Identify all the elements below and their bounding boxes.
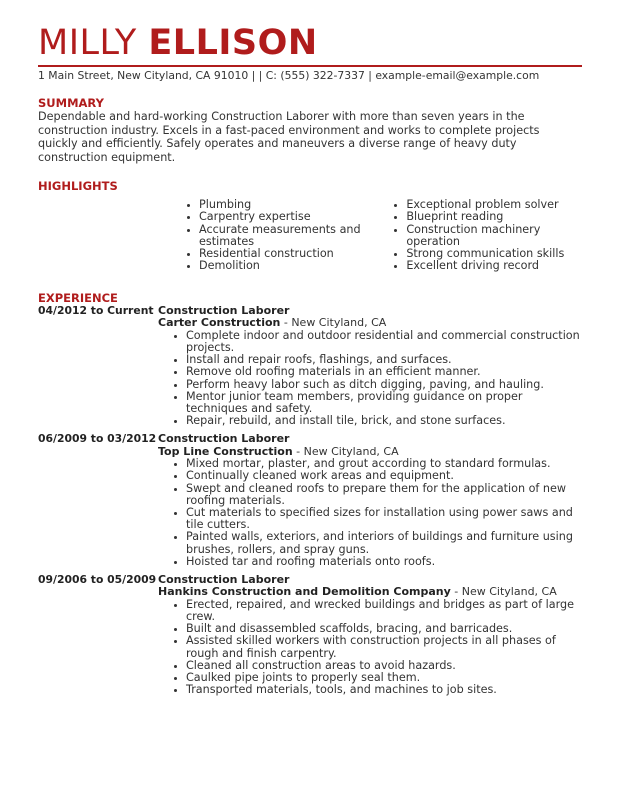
- highlight-item: • Demolition: [199, 260, 390, 272]
- job-duty-item: • Repair, rebuild, and install tile, brick, and stone surfaces.: [186, 415, 582, 427]
- company-location: - New Cityland, CA: [292, 444, 399, 458]
- job-duty-item: • Install and repair roofs, flashings, and surfaces.: [186, 354, 582, 366]
- header-divider: [38, 65, 582, 67]
- job-duty-item: • Continually cleaned work areas and equipment.: [186, 470, 582, 482]
- experience-list: [38, 305, 582, 697]
- job-duties-list: [158, 599, 582, 697]
- last-name: ELLISON: [148, 23, 318, 63]
- highlight-item: • Excellent driving record: [406, 260, 582, 272]
- job-duty-item: • Built and disassembled scaffolds, bracing, and barricades.: [186, 623, 582, 635]
- job-company-line: [158, 586, 582, 598]
- job-details: [158, 305, 582, 427]
- job-duty-item: • Swept and cleaned roofs to prepare them for the application of new roofing materials.: [186, 483, 582, 507]
- summary-text: Dependable and hard-working Construction Laborer with more than seven years in the construction industry. Excels in a fast-paced environment and works to complete projects quickly and efficiently. Safely operates and maneuvers a diverse range of heavy duty construction equipment.: [38, 110, 540, 164]
- job-duty-item: • Transported materials, tools, and machines to job sites.: [186, 684, 582, 696]
- company-location: - New Cityland, CA: [280, 316, 387, 330]
- highlights-left-list: [189, 199, 390, 272]
- highlight-item: • Blueprint reading: [406, 211, 582, 223]
- highlight-item: • Plumbing: [199, 199, 390, 211]
- highlight-item: • Exceptional problem solver: [406, 199, 582, 211]
- job-duty-item: • Mixed mortar, plaster, and grout according to standard formulas.: [186, 458, 582, 470]
- highlight-item: • Construction machinery operation: [406, 224, 582, 248]
- job-title: Construction Laborer: [158, 432, 290, 446]
- job-company-line: [158, 317, 582, 329]
- job-details: [158, 574, 582, 696]
- job-dates: 04/2012 to Current: [38, 303, 154, 317]
- highlight-item: • Strong communication skills: [406, 248, 582, 260]
- job-duty-item: • Complete indoor and outdoor residential and commercial construction projects.: [186, 330, 582, 354]
- highlight-item: • Accurate measurements and estimates: [199, 224, 390, 248]
- job-duty-item: • Assisted skilled workers with construction projects in all phases of rough and finish carpentry.: [186, 635, 582, 659]
- job-duty-item: • Hoisted tar and roofing materials onto roofs.: [186, 556, 582, 568]
- job-duty-item: • Erected, repaired, and wrecked buildings and bridges as part of large crew.: [186, 599, 582, 623]
- job-title: Construction Laborer: [158, 303, 290, 317]
- highlights-heading: HIGHLIGHTS: [38, 179, 118, 194]
- company-name: Top Line Construction: [158, 444, 293, 458]
- job-duty-item: • Cleaned all construction areas to avoid hazards.: [186, 660, 582, 672]
- contact-line: 1 Main Street, New Cityland, CA 91010 | | C: (555) 322-7337 | example-email@example.com: [38, 69, 540, 82]
- job-title: Construction Laborer: [158, 573, 290, 587]
- experience-heading: EXPERIENCE: [38, 290, 118, 305]
- job-dates: 06/2009 to 03/2012: [38, 432, 157, 446]
- job-duty-item: • Mentor junior team members, providing guidance on proper techniques and safety.: [186, 391, 582, 415]
- company-location: - New Cityland, CA: [450, 585, 557, 599]
- highlight-item: • Carpentry expertise: [199, 211, 390, 223]
- first-name: MILLY: [38, 23, 137, 63]
- job-entry: [38, 433, 582, 568]
- company-name: Hankins Construction and Demolition Company: [158, 585, 451, 599]
- job-entry: [38, 305, 582, 427]
- job-duty-item: • Remove old roofing materials in an efficient manner.: [186, 366, 582, 378]
- highlights-columns: [38, 199, 582, 272]
- job-duty-item: • Cut materials to specified sizes for installation using power saws and tile cutters.: [186, 507, 582, 531]
- job-duty-item: • Painted walls, exteriors, and interiors of buildings and furniture using brushes, rollers, and spray guns.: [186, 531, 582, 555]
- job-duties-list: [158, 330, 582, 428]
- job-duty-item: • Perform heavy labor such as ditch digging, paving, and hauling.: [186, 379, 582, 391]
- highlights-right-list: [390, 199, 582, 272]
- job-entry: [38, 574, 582, 696]
- resume-page: [38, 22, 582, 696]
- summary-heading: SUMMARY: [38, 96, 104, 110]
- highlight-item: • Residential construction: [199, 248, 390, 260]
- company-name: Carter Construction: [158, 316, 281, 330]
- job-duties-list: [158, 458, 582, 568]
- job-duty-item: • Caulked pipe joints to properly seal them.: [186, 672, 582, 684]
- job-dates: 09/2006 to 05/2009: [38, 573, 157, 587]
- candidate-name: [38, 22, 582, 64]
- job-details: [158, 433, 582, 568]
